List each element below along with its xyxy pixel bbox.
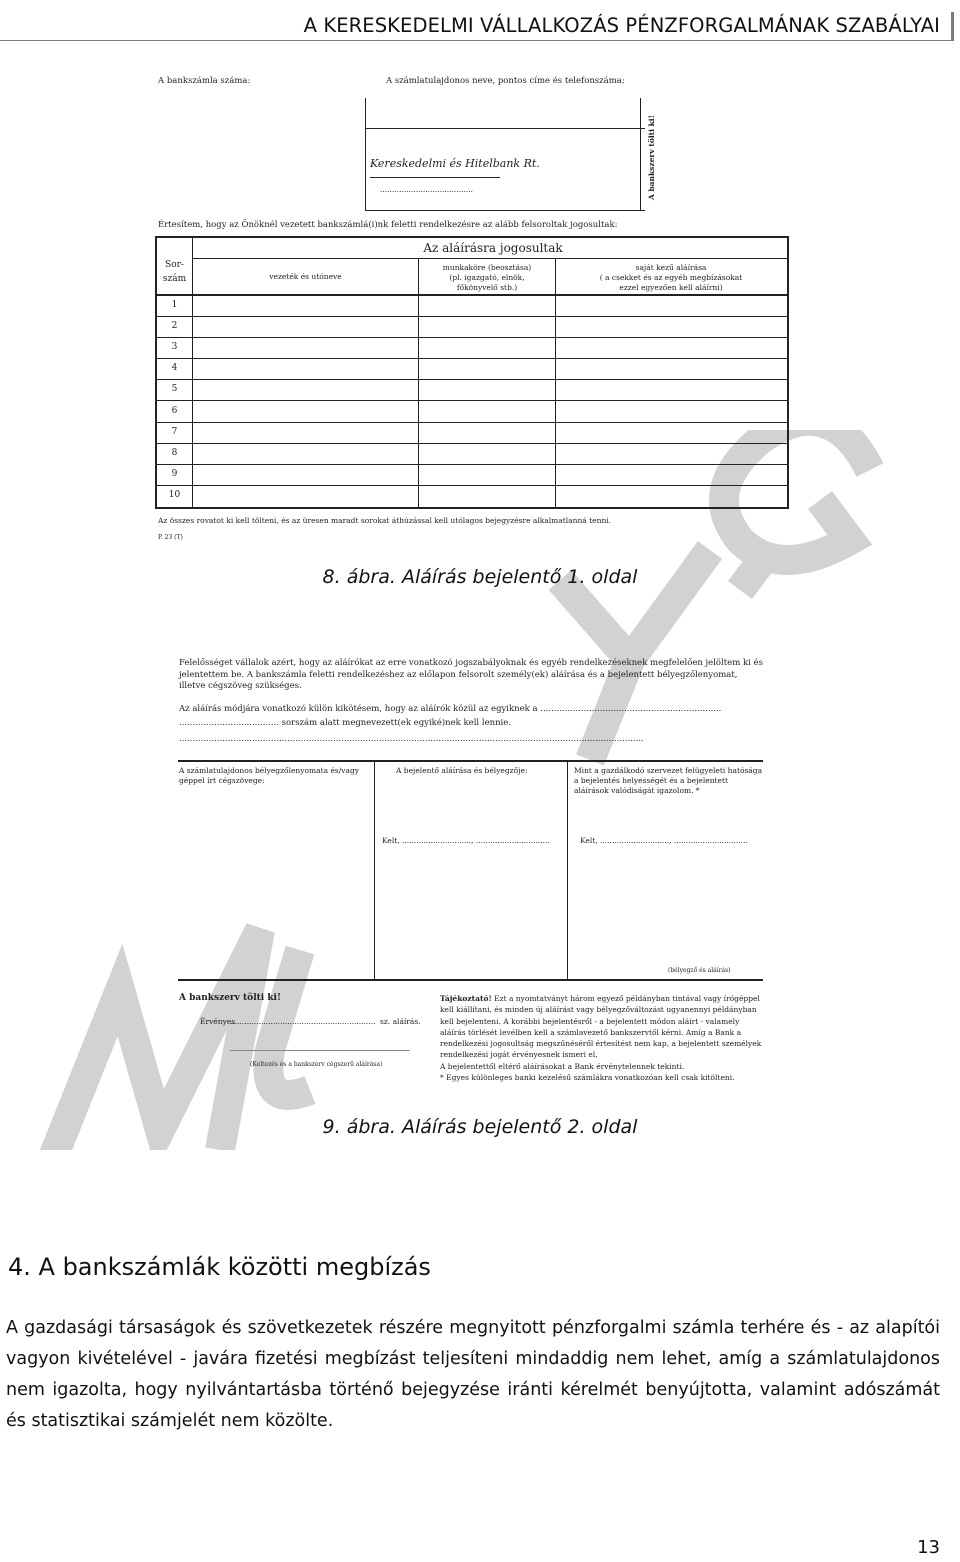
serial-line: ..................................... sorszám alatt megnevezett(ek egyiké)nek kell lennie. [179, 718, 511, 728]
row-number: 3 [171, 342, 178, 353]
bank-fill-vertical: A bankszerv tölti ki! [647, 115, 656, 200]
table-title: Az aláírásra jogosultak [423, 241, 563, 255]
info-text: Ezt a nyomtatványt három egyező példányban tintával vagy írógéppel kell kiállítani, és minden új aláírást vagy bélyegzőváltozást ugyanennyi példányban kell bejelenteni. A korábbi bejelentésről - a bejelentett módon aláírt - valamely aláírás törlését levélben kell a számlavezető bankszervtől kérni. Amíg a Bank a rendelkezési jogosultság megszűnéséről értesítést nem kap, a bejelentett személyek rendelkezési jogát érvényesnek ismeri el. [440, 994, 762, 1060]
kelt-2: Kelt, ............................., ............................... [580, 836, 748, 845]
row-number: 6 [171, 405, 178, 416]
bank-name: Kereskedelmi és Hitelbank Rt. [370, 157, 540, 170]
bank-fill-label: A bankszerv tölti ki! [179, 993, 281, 1003]
row-number: 7 [171, 426, 178, 437]
valid-label: Érvényes [200, 1017, 236, 1026]
table-row [155, 423, 789, 444]
row-number: 5 [171, 384, 178, 395]
row-number: 4 [171, 363, 178, 374]
col-header-name: vezeték és utóneve [269, 272, 342, 281]
col-header-role: munkaköre (beosztása) (pl. igazgató, elnök, főkönyvelő stb.) [442, 263, 532, 292]
valid-dots: ............................................................. [230, 1017, 376, 1026]
form-code: P. 23 (T) [158, 534, 183, 541]
stamp-label: A számlatulajdonos bélyegzőlenyomata és/vagy géppel írt cégszövege: [179, 766, 360, 785]
row-number: 8 [171, 447, 178, 458]
form1-footnote: Az összes rovatot ki kell tölteni, és az üresen maradt sorokat áthúzással kell utólagos bejegyzésre alkalmatlanná tenni. [158, 516, 612, 525]
col-header-number: Sor- szám [162, 260, 187, 284]
table-row [155, 359, 789, 380]
signing-method-line: Az aláírás módjára vonatkozó külön kikötésem, hogy az aláírók közül az egyiknek a ................................................................... [179, 704, 722, 714]
account-number-label: A bankszámla száma: [158, 76, 251, 86]
info-box [440, 993, 764, 1083]
row-number: 2 [171, 321, 178, 332]
table-row [155, 338, 789, 359]
info-line-2: A bejelentettől eltérő aláírásokat a Bank érvénytelennek tekinti. [440, 1061, 685, 1071]
row-number: 9 [171, 468, 178, 479]
row-number: 10 [168, 489, 181, 500]
body-paragraph: A gazdasági társaságok és szövetkezetek részére megnyitott pénzforgalmi számla terhére és - az alapítói vagyon kivételével - javára fizetési megbízást teljesíteni mindaddig nem lehet, amíg a számlatulajdonos nem igazolta, hogy nyilvántartásba történő bejegyzése iránti kérelmét benyújtotta, valamint adószámát és statisztikai számjelét nem közölte. [6, 1318, 940, 1431]
col-header-signature: saját kezű aláírása ( a csekket és az egyéb megbízásokat ezzel egyezően kell aláírni) [599, 263, 743, 292]
table-row [155, 465, 789, 486]
responsibility-paragraph: Felelősséget vállalok azért, hogy az aláírókat az erre vonatkozó jogszabályoknak és egyéb rendelkezéseknek megfelelően jelöltem ki és jelentettem be. A bankszámla feletti rendelkezéshez az előlapon felsorolt személy(ek) aláírása és a bejelentett bélyegzőlenyomat, illetve cégszöveg szükséges. [179, 658, 763, 691]
table-row [155, 402, 789, 423]
info-line-3: * Egyes különleges banki kezelésű számlákra vonatkozóan kell csak kitölteni. [440, 1073, 735, 1083]
figure-caption-9: 9. ábra. Aláírás bejelentő 2. oldal [322, 1116, 638, 1138]
table-row [155, 380, 789, 401]
table-row [155, 486, 789, 507]
table-row [155, 317, 789, 338]
bank-dots: ....................................... [380, 185, 473, 194]
notice-text: Értesítem, hogy az Önöknél vezetett bankszámlá(i)nk feletti rendelkezésre az alább felsoroltak jogosultak: [158, 220, 618, 230]
header-rule [0, 40, 952, 41]
header-rule-tick [951, 12, 954, 41]
page-number: 13 [917, 1537, 940, 1558]
notifier-signature-label: A bejelentő aláírása és bélyegzője: [396, 766, 528, 775]
table-row [155, 296, 789, 317]
kelt-1: Kelt, ............................., ............................... [382, 836, 550, 845]
owner-label: A számlatulajdonos neve, pontos címe és telefonszáma: [386, 76, 625, 86]
figure-caption-8: 8. ábra. Aláírás bejelentő 1. oldal [322, 566, 638, 588]
table-row [155, 444, 789, 465]
running-header: A KERESKEDELMI VÁLLALKOZÁS PÉNZFORGALMÁNAK SZABÁLYAI [303, 14, 940, 37]
authority-label: Mint a gazdálkodó szervezet felügyeleti hatósága a bejelentés helyességét és a bejelentett aláírások valódiságát igazolom. * [574, 766, 763, 795]
stamp-signature-note: (bélyegző és aláírás) [668, 967, 731, 974]
info-title: Tájékoztató! [440, 994, 492, 1003]
row-number: 1 [171, 300, 178, 310]
sz-alairas: sz. aláírás. [380, 1017, 421, 1026]
bank-signature-note: (Keltezés és a bankszerv cégszerű aláírása) [250, 1061, 383, 1068]
section-heading: 4. A bankszámlák közötti megbízás [8, 1253, 431, 1281]
dotted-line: ............................................................................................................................................................................ [179, 734, 644, 744]
